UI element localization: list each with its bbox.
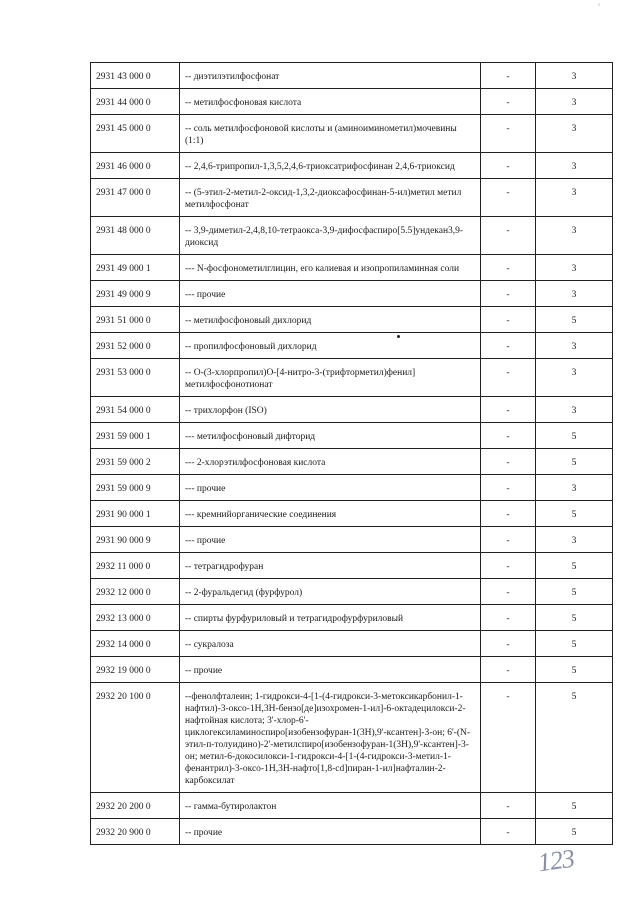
commodity-code-cell: 2931 90 000 9 (91, 527, 180, 553)
table-row (91, 333, 613, 359)
description-cell: -- 2,4,6-трипропил-1,3,5,2,4,6-триоксатрифосфинан 2,4,6-триоксид (180, 153, 481, 179)
commodity-code-cell: 2932 11 000 0 (91, 553, 180, 579)
table-row (91, 657, 613, 683)
duty-rate-cell: 3 (536, 527, 613, 553)
unit-cell: - (481, 449, 536, 475)
table-row (91, 397, 613, 423)
description-cell: --- кремнийорганические соединения (180, 501, 481, 527)
table-row (91, 359, 613, 397)
duty-rate-cell: 3 (536, 359, 613, 397)
unit-cell: - (481, 423, 536, 449)
unit-cell: - (481, 153, 536, 179)
description-cell: --- прочие (180, 527, 481, 553)
commodity-code-cell: 2931 46 000 0 (91, 153, 180, 179)
corner-mark: ' (598, 0, 601, 14)
commodity-code-cell: 2931 59 000 9 (91, 475, 180, 501)
description-cell: --- прочие (180, 475, 481, 501)
unit-cell: - (481, 89, 536, 115)
description-cell: -- (5-этил-2-метил-2-оксид-1,3,2-диоксафосфинан-5-ил)метил метил метилфосфонат (180, 179, 481, 217)
commodity-code-cell: 2931 53 000 0 (91, 359, 180, 397)
table-row (91, 307, 613, 333)
duty-rate-cell: 5 (536, 553, 613, 579)
commodity-code-cell: 2931 90 000 1 (91, 501, 180, 527)
commodity-code-cell: 2932 12 000 0 (91, 579, 180, 605)
unit-cell: - (481, 63, 536, 89)
table-row (91, 255, 613, 281)
commodity-code-cell: 2931 59 000 2 (91, 449, 180, 475)
unit-cell: - (481, 553, 536, 579)
unit-cell: - (481, 281, 536, 307)
unit-cell: - (481, 819, 536, 845)
table-row (91, 63, 613, 89)
unit-cell: - (481, 475, 536, 501)
table-row (91, 605, 613, 631)
commodity-code-cell: 2931 45 000 0 (91, 115, 180, 153)
description-cell: -- гамма-бутиролактон (180, 793, 481, 819)
table-row (91, 793, 613, 819)
unit-cell: - (481, 683, 536, 793)
table-row (91, 475, 613, 501)
description-cell: --- метилфосфоновый дифторид (180, 423, 481, 449)
commodity-code-cell: 2931 44 000 0 (91, 89, 180, 115)
commodity-code-cell: 2931 52 000 0 (91, 333, 180, 359)
unit-cell: - (481, 579, 536, 605)
duty-rate-cell: 3 (536, 63, 613, 89)
description-cell: -- диэтилэтилфосфонат (180, 63, 481, 89)
table-row (91, 527, 613, 553)
unit-cell: - (481, 255, 536, 281)
description-cell: -- трихлорфон (ISO) (180, 397, 481, 423)
commodity-code-cell: 2931 47 000 0 (91, 179, 180, 217)
duty-rate-cell: 5 (536, 501, 613, 527)
description-cell: -- метилфосфоновый дихлорид (180, 307, 481, 333)
duty-rate-cell: 3 (536, 217, 613, 255)
table-row (91, 449, 613, 475)
unit-cell: - (481, 501, 536, 527)
commodity-code-cell: 2931 48 000 0 (91, 217, 180, 255)
description-cell: -- спирты фурфуриловый и тетрагидрофурфуриловый (180, 605, 481, 631)
commodity-code-cell: 2932 13 000 0 (91, 605, 180, 631)
commodity-code-cell: 2932 20 900 0 (91, 819, 180, 845)
duty-rate-cell: 3 (536, 475, 613, 501)
commodity-code-cell: 2931 49 000 1 (91, 255, 180, 281)
duty-rate-cell: 5 (536, 423, 613, 449)
duty-rate-cell: 3 (536, 153, 613, 179)
unit-cell: - (481, 359, 536, 397)
duty-rate-cell: 5 (536, 819, 613, 845)
table-row (91, 217, 613, 255)
table-row (91, 631, 613, 657)
unit-cell: - (481, 333, 536, 359)
commodity-code-cell: 2932 20 100 0 (91, 683, 180, 793)
tariff-table-body (91, 63, 613, 845)
unit-cell: - (481, 115, 536, 153)
commodity-code-cell: 2931 43 000 0 (91, 63, 180, 89)
table-row (91, 819, 613, 845)
duty-rate-cell: 3 (536, 333, 613, 359)
duty-rate-cell: 3 (536, 281, 613, 307)
unit-cell: - (481, 527, 536, 553)
commodity-code-cell: 2931 59 000 1 (91, 423, 180, 449)
scan-speck (397, 335, 400, 338)
table-row (91, 579, 613, 605)
unit-cell: - (481, 605, 536, 631)
table-row (91, 115, 613, 153)
duty-rate-cell: 3 (536, 397, 613, 423)
unit-cell: - (481, 397, 536, 423)
description-cell: -- 3,9-диметил-2,4,8,10-тетраокса-3,9-дифосфаспиро[5.5]ундекан3,9-диоксид (180, 217, 481, 255)
duty-rate-cell: 5 (536, 449, 613, 475)
table-row (91, 683, 613, 793)
description-cell: -- метилфосфоновая кислота (180, 89, 481, 115)
commodity-code-cell: 2931 54 000 0 (91, 397, 180, 423)
description-cell: -- O-(3-хлорпропил)O-[4-нитро-3-(трифторметил)фенил] метилфосфонотионат (180, 359, 481, 397)
description-cell: -- тетрагидрофуран (180, 553, 481, 579)
duty-rate-cell: 5 (536, 683, 613, 793)
unit-cell: - (481, 217, 536, 255)
description-cell: --- прочие (180, 281, 481, 307)
unit-cell: - (481, 179, 536, 217)
table-row (91, 423, 613, 449)
description-cell: -- прочие (180, 657, 481, 683)
table-row (91, 501, 613, 527)
table-row (91, 553, 613, 579)
commodity-code-cell: 2931 51 000 0 (91, 307, 180, 333)
tariff-table (90, 62, 613, 845)
unit-cell: - (481, 631, 536, 657)
unit-cell: - (481, 307, 536, 333)
description-cell: -- соль метилфосфоновой кислоты и (аминоиминометил)мочевины (1:1) (180, 115, 481, 153)
description-cell: --- 2-хлорэтилфосфоновая кислота (180, 449, 481, 475)
duty-rate-cell: 3 (536, 115, 613, 153)
table-row (91, 281, 613, 307)
duty-rate-cell: 5 (536, 605, 613, 631)
duty-rate-cell: 5 (536, 579, 613, 605)
description-cell: -- пропилфосфоновый дихлорид (180, 333, 481, 359)
duty-rate-cell: 5 (536, 307, 613, 333)
commodity-code-cell: 2932 19 000 0 (91, 657, 180, 683)
table-row (91, 153, 613, 179)
description-cell: -- сукралоза (180, 631, 481, 657)
table-row (91, 179, 613, 217)
unit-cell: - (481, 657, 536, 683)
commodity-code-cell: 2932 20 200 0 (91, 793, 180, 819)
handwritten-page-number: 123 (536, 843, 576, 878)
description-cell: -- 2-фуральдегид (фурфурол) (180, 579, 481, 605)
table-row (91, 89, 613, 115)
commodity-code-cell: 2932 14 000 0 (91, 631, 180, 657)
description-cell: -- прочие (180, 819, 481, 845)
duty-rate-cell: 5 (536, 631, 613, 657)
commodity-code-cell: 2931 49 000 9 (91, 281, 180, 307)
duty-rate-cell: 5 (536, 657, 613, 683)
duty-rate-cell: 3 (536, 89, 613, 115)
description-cell: --- N-фосфонометилглицин, его калиевая и изопропиламинная соли (180, 255, 481, 281)
duty-rate-cell: 3 (536, 179, 613, 217)
description-cell: --фенолфталеин; 1-гидрокси-4-[1-(4-гидрокси-3-метоксикарбонил-1-нафтил)-3-оксо-1H,3H-бензо[де]изохромен-1-ил]-6-октадецилокси-2-нафтойная кислота; 3'-хлор-6'-циклогексиламиноспиро[изобензофуран-1(3H),9'-ксантен]-3-он; 6'-(N-этил-п-толуидино)-2'-метилспиро[изобензофуран-1(3H),9'-ксантен]-3-он; метил-6-докосилокси-1-гидрокси-4-[1-(4-гидрокси-3-метил-1-фенантрил)-3-оксо-1H,3H-нафто[1,8-cd]пиран-1-ил]нафталин-2-карбоксилат (180, 683, 481, 793)
duty-rate-cell: 5 (536, 793, 613, 819)
duty-rate-cell: 3 (536, 255, 613, 281)
unit-cell: - (481, 793, 536, 819)
